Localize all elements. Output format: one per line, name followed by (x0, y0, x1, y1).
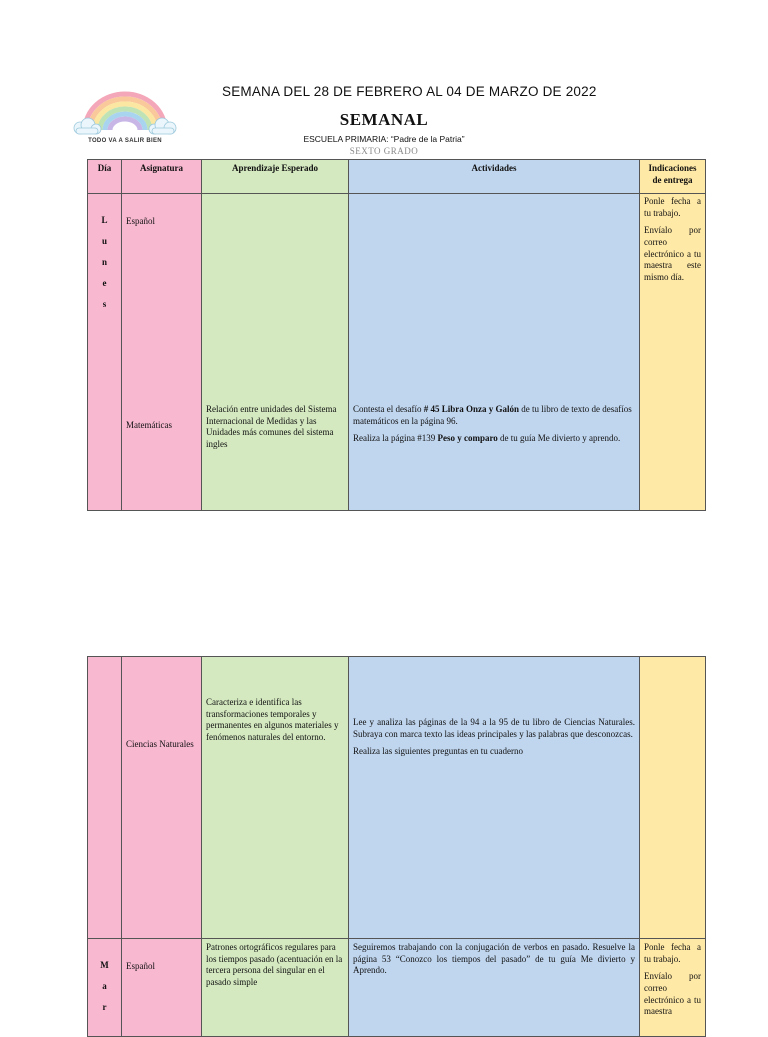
activity-preguntas: Realiza las siguientes preguntas en tu cuaderno (353, 746, 523, 757)
actividades-ciencias-cell (349, 657, 640, 939)
rainbow-logo (70, 86, 180, 150)
aprendizaje-ciencias: Caracteriza e identifica las transformaciones temporales y permanentes en algunos materiales y fenómenos naturales del entorno. (206, 697, 339, 743)
subject-cell (122, 194, 202, 511)
activity-lee: Lee y analiza las páginas de la 94 a la 95 de tu libro de Ciencias Naturales. Subraya con marca texto las ideas principales y las palabras que desconozcas. (353, 717, 635, 739)
header-actividades: Actividades (349, 160, 640, 194)
aprendizaje-matematicas: Relación entre unidades del Sistema Internacional de Medidas y las Unidades más comunes del sistema ingles (206, 404, 337, 450)
schedule-table-1 (87, 159, 706, 511)
day-label-lunes: L u n e s (101, 215, 108, 309)
aprendizaje-cell (202, 194, 349, 511)
indicaciones-cell (640, 194, 706, 511)
day-cell-martes (88, 939, 122, 1037)
actividades-cell (349, 194, 640, 511)
aprendizaje-ciencias-cell (202, 657, 349, 939)
indicacion-correo-2: Envíalo por correo electrónico a tu maestra (644, 971, 701, 1017)
subject-espanol-2: Español (126, 961, 155, 971)
aprendizaje-espanol-cell (202, 939, 349, 1037)
subject-cell-espanol (122, 939, 202, 1037)
aprendizaje-espanol: Patrones ortográficos regulares para los tiempos pasado (acentuación en la tercera persona del singular en el pasado simple (206, 942, 343, 988)
header-asignatura: Asignatura (122, 160, 202, 194)
subject-ciencias: Ciencias Naturales (126, 739, 194, 749)
indicaciones-empty (640, 657, 706, 939)
header-aprendizaje: Aprendizaje Esperado (202, 160, 349, 194)
rainbow-icon (70, 86, 180, 138)
indicacion-correo: Envíalo por correo electrónico a tu maestra este mismo día. (644, 225, 701, 283)
schedule-table-2 (87, 656, 706, 1037)
day-cell-lunes (88, 194, 122, 511)
school-name: ESCUELA PRIMARIA: “Padre de la Patria” (303, 134, 465, 144)
header-dia: Día (88, 160, 122, 194)
activity-desafio: Contesta el desafío # 45 Libra Onza y Galón de tu libro de texto de desafíos matemáticos en la página 96. (353, 404, 632, 426)
subject-cell-ciencias (122, 657, 202, 939)
page-title: SEMANAL (339, 110, 429, 129)
logo-caption: TODO VA A SALIR BIEN (88, 138, 162, 144)
activity-conjugacion: Seguiremos trabajando con la conjugación de verbos en pasado. Resuelve la página 53 “Conozco los tiempos del pasado” de tu guía Me divierto y Aprendo. (353, 942, 635, 976)
indicaciones-cell-2 (640, 939, 706, 1037)
subject-espanol: Español (126, 216, 155, 226)
day-label-martes: M a r (100, 960, 109, 1012)
grade-label: SEXTO GRADO (349, 146, 419, 156)
indicacion-fecha-2: Ponle fecha a tu trabajo. (644, 942, 701, 964)
day-cell-empty (88, 657, 122, 939)
week-title: SEMANA DEL 28 DE FEBRERO AL 04 DE MARZO DE 2022 (222, 84, 597, 99)
actividades-espanol-cell (349, 939, 640, 1037)
subject-matematicas: Matemáticas (126, 419, 172, 430)
header-indicaciones: Indicaciones de entrega (640, 160, 706, 194)
indicacion-fecha: Ponle fecha a tu trabajo. (644, 196, 701, 218)
activity-guia: Realiza la página #139 Peso y comparo de tu guía Me divierto y aprendo. (353, 433, 621, 444)
